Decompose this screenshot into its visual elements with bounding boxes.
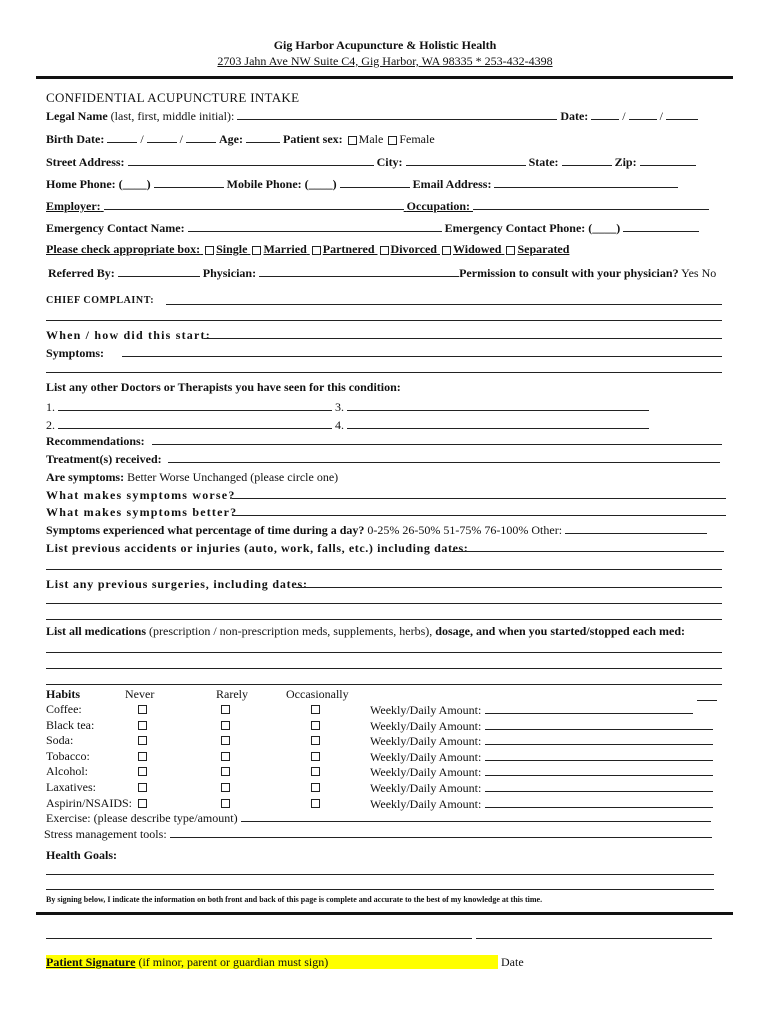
habit-amount-row (370, 780, 713, 795)
phone-row (46, 176, 678, 191)
medications-row (46, 624, 685, 638)
divorced-checkbox[interactable] (380, 246, 389, 255)
married-checkbox[interactable] (252, 246, 261, 255)
legal-name-hint: (last, first, middle initial): (110, 109, 235, 123)
exercise-field[interactable] (241, 810, 711, 822)
emergency-name-field[interactable] (188, 220, 442, 232)
habit-never-checkbox[interactable] (138, 736, 147, 745)
emergency-phone-label: Emergency Contact Phone: (____) (444, 221, 621, 235)
widowed-label: Widowed (452, 242, 502, 256)
referral-row (48, 265, 716, 280)
medications-line-3[interactable] (46, 684, 722, 685)
female-option-label: Female (399, 132, 435, 146)
habit-amount-row (370, 702, 693, 717)
amount-label: Weekly/Daily Amount: (370, 781, 482, 795)
habit-amount-field[interactable] (485, 780, 713, 792)
habit-occasionally-checkbox[interactable] (311, 767, 320, 776)
amount-label: Weekly/Daily Amount: (370, 765, 482, 779)
doctor-2-number: 2. (46, 418, 55, 432)
doctor-row-1 (46, 399, 649, 414)
doctor-3-number: 3. (335, 400, 344, 414)
habit-label: Soda: (46, 733, 74, 747)
habit-label: Alcohol: (46, 764, 88, 778)
emergency-name-label: Emergency Contact Name: (46, 221, 185, 235)
permission-label: Permission to consult with your physician? (459, 266, 679, 280)
habit-rarely-checkbox[interactable] (221, 736, 230, 745)
mobile-phone-label: Mobile Phone: (____) (226, 177, 337, 191)
surgeries-label: List any previous surgeries, including dates: (46, 577, 308, 591)
signature-date-field[interactable] (476, 927, 712, 939)
employer-field[interactable] (104, 198, 404, 210)
female-checkbox[interactable] (388, 136, 397, 145)
stress-label: Stress management tools: (44, 827, 167, 841)
symptoms-line-2[interactable] (46, 372, 722, 373)
habit-amount-row (370, 733, 713, 748)
doctor-1-field[interactable] (58, 399, 332, 411)
occupation-field[interactable] (473, 198, 709, 210)
birth-day-field[interactable] (147, 131, 177, 143)
occupation-label: Occupation: (406, 199, 470, 213)
street-field[interactable] (128, 154, 374, 166)
stress-row (44, 826, 712, 841)
emergency-phone-field[interactable] (623, 220, 699, 232)
habit-occasionally-checkbox[interactable] (311, 783, 320, 792)
habit-occasionally-checkbox[interactable] (311, 736, 320, 745)
partnered-label: Partnered (322, 242, 375, 256)
birth-row: Birth Date: / / Age: Patient sex: Male Female (46, 132, 435, 146)
age-label: Age: (219, 132, 244, 146)
date-year-field[interactable] (666, 108, 698, 120)
employer-label: Employer: (46, 199, 101, 213)
habit-occasionally-checkbox[interactable] (311, 721, 320, 730)
signature-highlight (46, 955, 498, 969)
home-phone-label: Home Phone: (____) (46, 177, 151, 191)
habit-rarely-checkbox[interactable] (221, 799, 230, 808)
email-label: Email Address: (412, 177, 492, 191)
amount-label: Weekly/Daily Amount: (370, 703, 482, 717)
worse-label: What makes symptoms worse? (46, 488, 236, 502)
separated-label: Separated (517, 242, 570, 256)
street-label: Street Address: (46, 155, 125, 169)
habit-amount-row (370, 764, 713, 779)
habit-amount-field[interactable] (485, 764, 713, 776)
single-checkbox[interactable] (205, 246, 214, 255)
medications-label: List all medications (46, 624, 147, 638)
date-label: Date: (560, 109, 589, 123)
birth-month-field[interactable] (107, 131, 137, 143)
partnered-checkbox[interactable] (312, 246, 321, 255)
amount-label: Weekly/Daily Amount: (370, 719, 482, 733)
single-label: Single (216, 242, 248, 256)
rarely-header: Rarely (216, 687, 248, 701)
treatments-field[interactable] (168, 451, 720, 463)
emergency-row (46, 220, 699, 235)
occasionally-header: Occasionally (286, 687, 349, 701)
when-label: When / how did this start: (46, 328, 211, 342)
worse-field[interactable] (232, 487, 726, 499)
habit-never-checkbox[interactable] (138, 721, 147, 730)
city-label: City: (376, 155, 403, 169)
clinic-name: Gig Harbor Acupuncture & Holistic Health (273, 38, 497, 52)
habit-label: Laxatives: (46, 780, 96, 794)
doctor-2-field[interactable] (58, 417, 332, 429)
employer-row (46, 198, 709, 213)
habit-amount-row (370, 796, 713, 811)
signature-hint: (if minor, parent or guardian must sign) (138, 955, 329, 969)
medications-line-1[interactable] (46, 652, 722, 653)
email-field[interactable] (494, 176, 678, 188)
exercise-row (46, 810, 711, 825)
doctor-3-field[interactable] (347, 399, 649, 411)
address-row (46, 154, 696, 169)
widowed-checkbox[interactable] (442, 246, 451, 255)
date-month-field[interactable] (591, 108, 619, 120)
habit-never-checkbox[interactable] (138, 783, 147, 792)
permission-options[interactable]: Yes No (681, 266, 717, 280)
referred-label: Referred By: (48, 266, 115, 280)
doctor-1-number: 1. (46, 400, 55, 414)
marital-label: Please check appropriate box: (46, 242, 201, 256)
doctor-row-2 (46, 417, 649, 432)
referred-field[interactable] (118, 265, 200, 277)
are-symptoms-options[interactable]: Better Worse Unchanged (please circle one) (127, 470, 339, 484)
male-checkbox[interactable] (348, 136, 357, 145)
mobile-phone-field[interactable] (340, 176, 410, 188)
other-doctors-label: List any other Doctors or Therapists you have seen for this condition: (46, 380, 401, 394)
habit-occasionally-checkbox[interactable] (311, 705, 320, 714)
recommendations-label: Recommendations: (46, 434, 145, 448)
are-symptoms-label: Are symptoms: (46, 470, 125, 484)
when-field[interactable] (204, 327, 722, 339)
never-header: Never (125, 687, 155, 701)
physician-label: Physician: (202, 266, 257, 280)
habit-amount-field[interactable] (485, 749, 713, 761)
habit-rarely-checkbox[interactable] (221, 752, 230, 761)
better-label: What makes symptoms better? (46, 505, 238, 519)
zip-label: Zip: (614, 155, 637, 169)
habit-rarely-checkbox[interactable] (221, 767, 230, 776)
state-label: State: (528, 155, 559, 169)
doctor-4-number: 4. (335, 418, 344, 432)
accidents-label: List previous accidents or injuries (auto, work, falls, etc.) including dates: (46, 541, 469, 555)
divorced-label: Divorced (390, 242, 437, 256)
married-label: Married (263, 242, 307, 256)
percent-row (46, 522, 707, 537)
better-field[interactable] (232, 504, 726, 516)
legal-name-label: Legal Name (46, 109, 108, 123)
city-field[interactable] (406, 154, 526, 166)
clinic-address: 2703 Jahn Ave NW Suite C4, Gig Harbor, WA 98335 * 253-432-4398 (217, 54, 553, 68)
habit-rarely-checkbox[interactable] (221, 705, 230, 714)
chief-complaint-field[interactable] (166, 293, 722, 305)
are-symptoms-row (46, 470, 338, 484)
habit-rarely-checkbox[interactable] (221, 721, 230, 730)
amount-label: Weekly/Daily Amount: (370, 734, 482, 748)
habit-rarely-checkbox[interactable] (221, 783, 230, 792)
symptoms-label: Symptoms: (46, 346, 105, 360)
symptoms-field[interactable] (122, 345, 722, 357)
marital-row (46, 242, 569, 256)
surgeries-line-3[interactable] (46, 619, 722, 620)
health-goals-line-2[interactable] (46, 889, 714, 890)
amount-label: Weekly/Daily Amount: (370, 750, 482, 764)
medications-hint: (prescription / non-prescription meds, supplements, herbs), (149, 624, 433, 638)
habit-amount-field[interactable] (485, 702, 693, 714)
consent-text: By signing below, I indicate the information on both front and back of this page is complete and accurate to the best of my knowledge at this time. (46, 895, 543, 904)
legal-name-row: Legal Name (last, first, middle initial): Date: / / (46, 108, 698, 123)
zip-field[interactable] (640, 154, 696, 166)
physician-field[interactable] (259, 265, 459, 277)
percent-other-field[interactable] (565, 522, 707, 534)
habit-occasionally-checkbox[interactable] (311, 799, 320, 808)
habit-label: Black tea: (46, 718, 95, 732)
state-field[interactable] (562, 154, 612, 166)
birth-year-field[interactable] (186, 131, 216, 143)
signature-date-label: Date (501, 955, 524, 969)
percent-options[interactable]: 0-25% 26-50% 51-75% 76-100% Other: (367, 523, 563, 537)
habit-label: Coffee: (46, 702, 82, 716)
health-goals-label: Health Goals: (46, 848, 117, 862)
amount-underline-accent (697, 700, 717, 701)
amount-label: Weekly/Daily Amount: (370, 797, 482, 811)
doctor-4-field[interactable] (347, 417, 649, 429)
treatments-label: Treatment(s) received: (46, 452, 162, 466)
surgeries-line-2[interactable] (46, 603, 722, 604)
chief-complaint-line-2[interactable] (46, 320, 722, 321)
exercise-label: Exercise: (please describe type/amount) (46, 811, 238, 825)
habit-amount-row (370, 718, 713, 733)
habit-label: Aspirin/NSAIDS: (46, 796, 133, 810)
signature-field[interactable] (46, 927, 472, 939)
stress-field[interactable] (170, 826, 712, 838)
legal-name-field[interactable] (237, 108, 557, 120)
signature-divider (36, 912, 733, 915)
home-phone-field[interactable] (154, 176, 224, 188)
patient-sex-label: Patient sex: (283, 132, 343, 146)
habit-never-checkbox[interactable] (138, 799, 147, 808)
surgeries-field[interactable] (296, 576, 722, 588)
percent-label: Symptoms experienced what percentage of time during a day? (46, 523, 365, 537)
medications-tail: dosage, and when you started/stopped each med: (435, 624, 685, 638)
form-title: CONFIDENTIAL ACUPUNCTURE INTAKE (46, 90, 300, 105)
habits-header: Habits (46, 687, 81, 701)
accidents-line-2[interactable] (46, 569, 722, 570)
separated-checkbox[interactable] (506, 246, 515, 255)
habit-label: Tobacco: (46, 749, 90, 763)
recommendations-field[interactable] (152, 433, 722, 445)
habit-never-checkbox[interactable] (138, 767, 147, 776)
birth-date-label: Birth Date: (46, 132, 105, 146)
habit-never-checkbox[interactable] (138, 705, 147, 714)
signature-label-row (46, 955, 524, 969)
accidents-field[interactable] (452, 540, 724, 552)
habit-occasionally-checkbox[interactable] (311, 752, 320, 761)
chief-complaint-label: CHIEF COMPLAINT: (46, 295, 155, 306)
habit-amount-row (370, 749, 713, 764)
medications-line-2[interactable] (46, 668, 722, 669)
age-field[interactable] (246, 131, 280, 143)
habit-amount-field[interactable] (485, 796, 713, 808)
habit-amount-field[interactable] (485, 733, 713, 745)
health-goals-line-1[interactable] (46, 874, 714, 875)
date-day-field[interactable] (629, 108, 657, 120)
habit-amount-field[interactable] (485, 718, 713, 730)
habit-never-checkbox[interactable] (138, 752, 147, 761)
signature-label: Patient Signature (46, 955, 136, 969)
header-divider (36, 76, 733, 79)
male-option-label: Male (358, 132, 384, 146)
